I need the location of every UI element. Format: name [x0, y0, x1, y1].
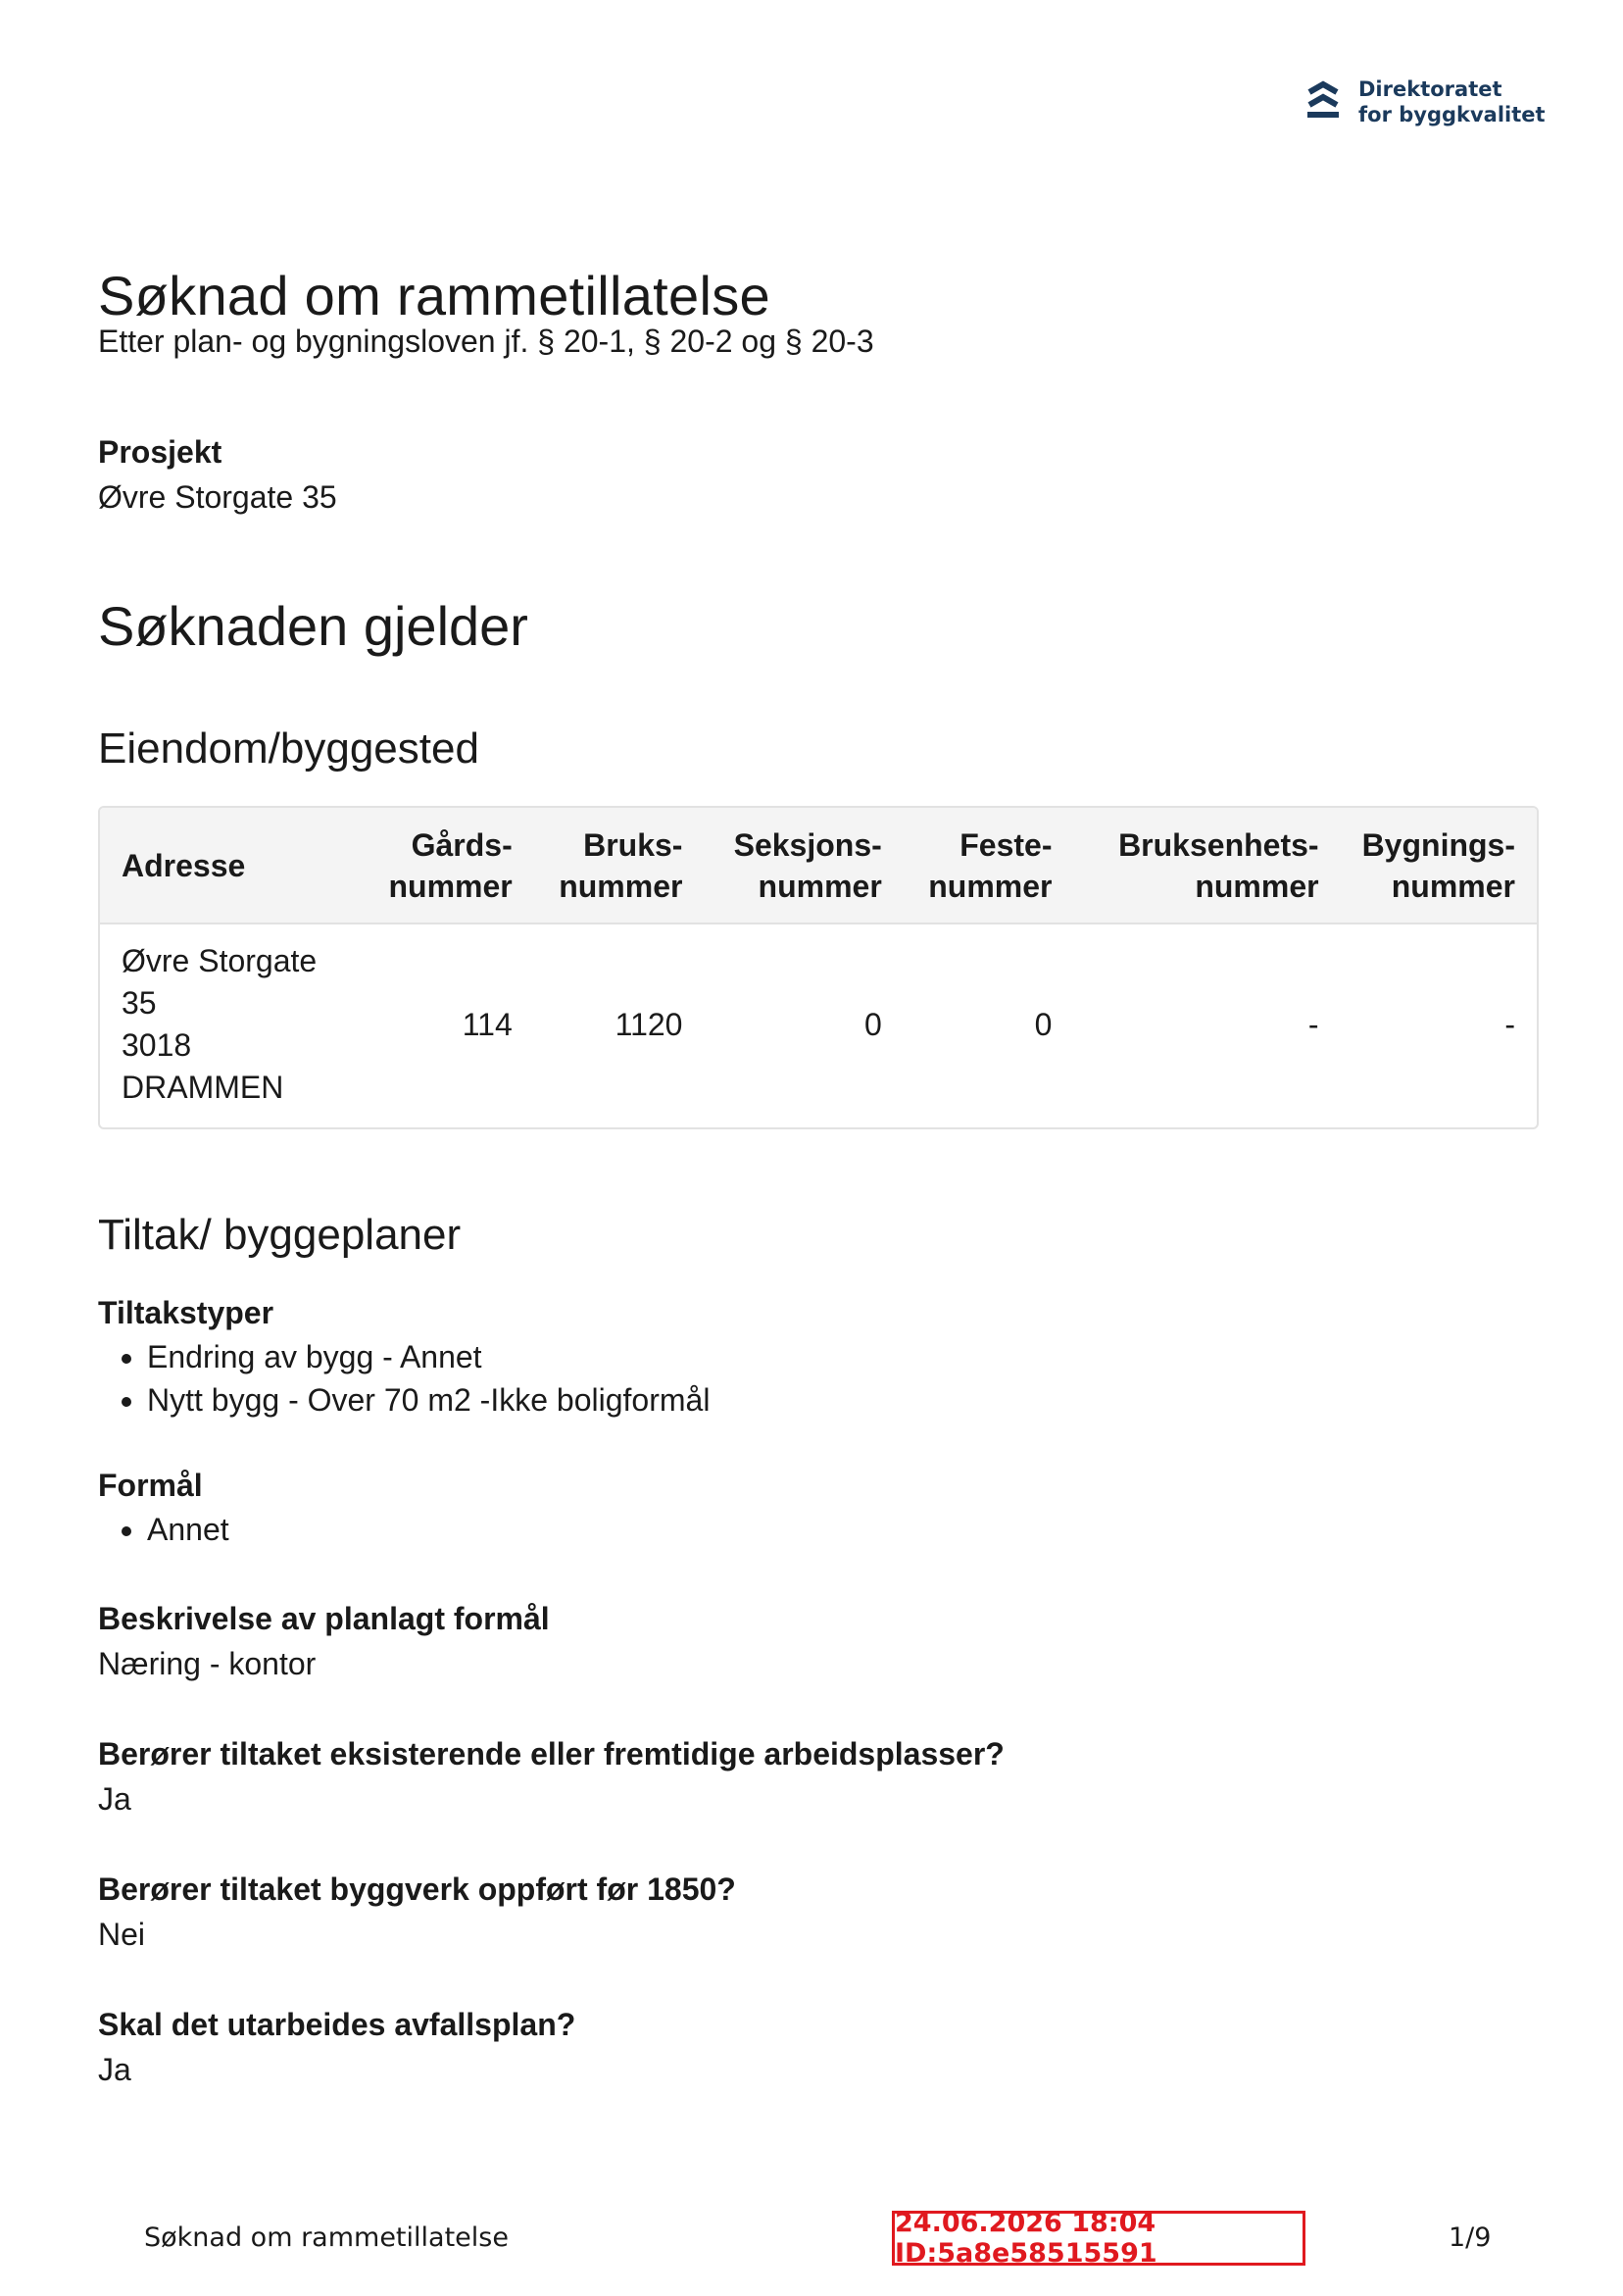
- cell-gardsnummer: 114: [462, 1006, 513, 1042]
- col-festenummer: Feste- nummer: [904, 808, 1074, 923]
- col-adresse: Adresse: [100, 808, 364, 923]
- waste-question: Skal det utarbeides avfallsplan?: [98, 2007, 576, 2042]
- description-value: Næring - kontor: [98, 1646, 317, 1681]
- footer-doc-name: Søknad om rammetillatelse: [144, 2222, 509, 2253]
- purpose-list: [98, 1508, 229, 1551]
- timestamp-stamp: 24.06.2026 18:04 ID:5a8e58515591: [892, 2211, 1305, 2266]
- property-heading: Eiendom/byggested: [98, 724, 479, 773]
- document-subtitle: Etter plan- og bygningsloven jf. § 20-1, § 20-2 og § 20-3: [98, 324, 874, 359]
- measures-heading: Tiltak/ byggeplaner: [98, 1211, 462, 1259]
- dibk-logo: [1303, 76, 1546, 127]
- col-bruksenhetsnummer: Bruksenhets- nummer: [1073, 808, 1340, 923]
- document-title: Søknad om rammetillatelse: [98, 265, 770, 326]
- purpose-label: Formål: [98, 1468, 203, 1503]
- cell-adresse: Øvre Storgate 35 3018 DRAMMEN: [122, 943, 318, 1105]
- property-table-header: [100, 808, 1537, 923]
- col-bygningsnummer: Bygnings- nummer: [1341, 808, 1537, 923]
- col-gardsnummer: Gårds- nummer: [364, 808, 534, 923]
- cell-bygningsnummer: -: [1504, 1006, 1515, 1042]
- cell-bruksenhetsnummer: -: [1307, 1006, 1319, 1042]
- col-seksjonsnummer: Seksjons- nummer: [704, 808, 903, 923]
- list-item: • Annet: [147, 1508, 229, 1551]
- workplaces-question: Berører tiltaket eksisterende eller fremtidige arbeidsplasser?: [98, 1736, 1005, 1772]
- table-row: [100, 923, 1537, 1124]
- logo-text: [1358, 76, 1546, 127]
- list-item: • Nytt bygg - Over 70 m2 -Ikke boligformål: [147, 1378, 710, 1422]
- cell-bruksnummer: 1120: [615, 1006, 683, 1042]
- waste-answer: Ja: [98, 2052, 131, 2087]
- description-label: Beskrivelse av planlagt formål: [98, 1601, 550, 1636]
- types-label: Tiltakstyper: [98, 1295, 274, 1330]
- logo-line-1: Direktoratet: [1358, 77, 1502, 101]
- list-item: • Endring av bygg - Annet: [147, 1335, 710, 1378]
- project-value: Øvre Storgate 35: [98, 479, 337, 515]
- types-list: [98, 1335, 710, 1422]
- project-label: Prosjekt: [98, 434, 222, 470]
- pre1850-question: Berører tiltaket byggverk oppført før 1850?: [98, 1872, 736, 1907]
- workplaces-answer: Ja: [98, 1781, 131, 1817]
- dibk-logo-icon: [1303, 78, 1343, 125]
- cell-festenummer: 0: [1034, 1006, 1053, 1042]
- property-table: [98, 806, 1539, 1129]
- col-bruksnummer: Bruks- nummer: [534, 808, 705, 923]
- page-number: 1/9: [1449, 2222, 1492, 2253]
- cell-seksjonsnummer: 0: [863, 1006, 882, 1042]
- logo-line-2: for byggkvalitet: [1358, 103, 1546, 126]
- pre1850-answer: Nei: [98, 1917, 146, 1952]
- section-title: Søknaden gjelder: [98, 595, 528, 657]
